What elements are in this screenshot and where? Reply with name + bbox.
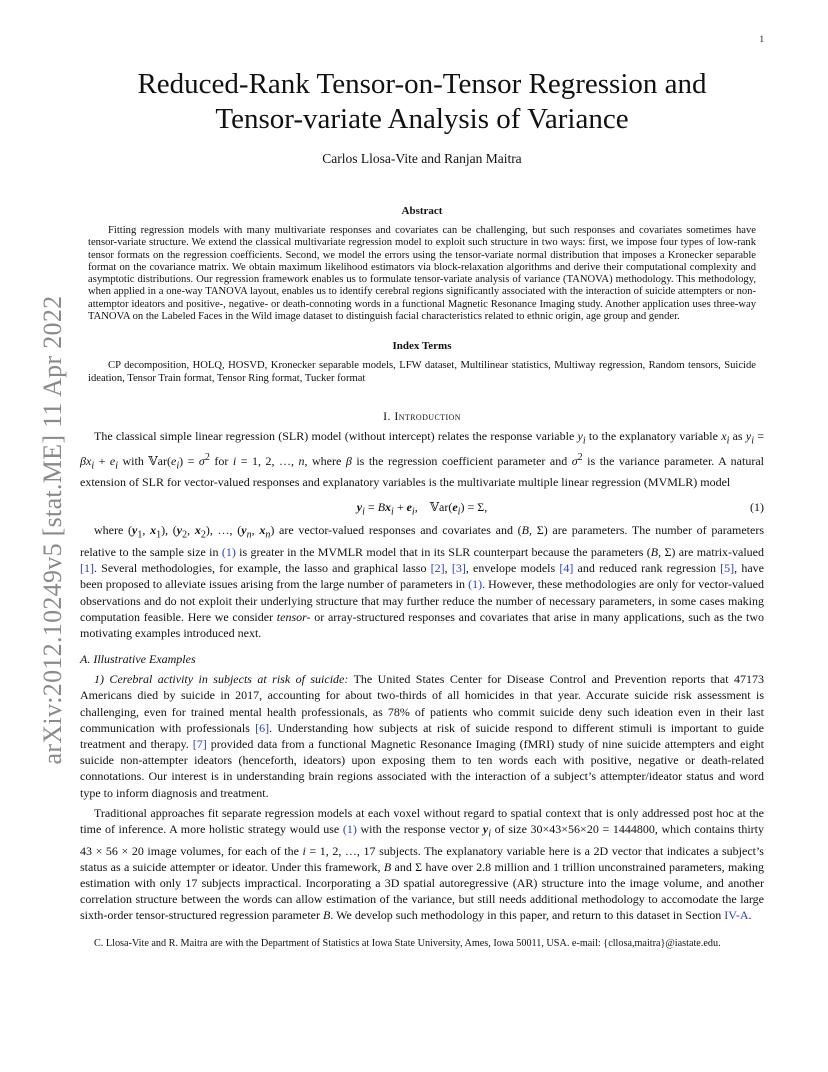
page-number: 1 [759,34,764,44]
section-reference[interactable]: IV-A [724,908,749,923]
paper-title [80,67,764,137]
paper-content [80,0,764,950]
intro-paragraph-2: where ($y_1$, $x_1$), ($y_2$, $x_2$), …, ($y_n$, $x_n$) are vector-valued responses and covariates and (B, Σ) are parameters. The number of parameters relative to the sample size in (1) is greater in the MVMLR model that in its SLR counterpart because the parameters (B, Σ) are matrix-valued [1]. Several methodologies, for example, the lasso and graphical lasso [2], [3], envelope models [4] and reduced rank regression [5], have been proposed to alleviate issues arising from the large number of parameters in (1). However, these methodologies are only for vector-valued observations and do not exploit their underlying structure that may further reduce the number of necessary parameters, in some cases making computation feasible. Here we consider tensor- or array-structured responses and covariates that arise in many applications, such as the two motivating examples introduced next. [80,523,765,640]
equation-reference[interactable]: (1) [342,822,357,836]
section-number: I. [383,408,391,423]
example-1-paragraph-2: Traditional approaches fit separate regression models at each voxel without regard to spatial context that is only addressed post hoc at the time of inference. A more holistic strategy would use (1) with the response vector $y_i$ of size 30×43×56×20 = 1444800, which contains thirty 43 × 56 × 20 image volumes, for each of the i = 1, 2, …, 17 subjects. The explanatory variable here is a 2D vector that indicates a subject’s status as a suicide attempter or ideator. Under this framework, B and Σ have over 2.8 million and 1 trillion unconstrained parameters, making estimation with only 17 subjects impractical. Incorporating a 3D spatial autoregressive (AR) structure into the image volume, and another correlation structure between the words can allow estimation of the variance, but still needs additional methodology to accomodate the large sixth-order tensor-structured regression parameter B. We develop such methodology in this paper, and return to this dataset in Section IV-A. [80,805,765,923]
citation-link[interactable]: [7] [192,736,207,751]
section-title: Introduction [394,408,461,423]
title-line-2: Tensor-variate Analysis of Variance [215,103,629,135]
subsection-heading: A. Illustrative Examples [80,652,196,667]
section-heading-introduction [80,409,764,424]
citation-link[interactable]: [5] [720,561,735,576]
author-footnote: C. Llosa-Vite and R. Maitra are with the Department of Statistics at Iowa State University, Ames, Iowa 50011, USA. e-mail: {cllosa,maitra}@iastate.edu. [94,937,721,949]
abstract-text: Fitting regression models with many multivariate responses and covariates can be challenging, but such responses and covariates sometimes have tensor-variate structure. We extend the classical multivariate regression model to exploit such structure in two ways: first, we impose four types of low-rank tensor formats on the regression coefficients. Second, we model the errors using the tensor-variate normal distribution that imposes a Kronecker separable format on the covariance matrix. We obtain maximum likelihood estimators via block-relaxation algorithms and derive their computational complexity and asymptotic distributions. Our regression framework enables us to formulate tensor-variate analysis of variance (TANOVA) methodology. This methodology, when applied in a one-way TANOVA layout, enables us to identify cerebral regions significantly associated with the interaction of suicide attempters or non-attemptor ideators and positive-, negative- or death-connoting words in a functional Magnetic Resonance Imaging study. Another application uses three-way TANOVA on the Labeled Faces in the Wild image dataset to distinguish facial characteristics related to ethnic origin, age group and gender. [88,225,756,323]
equation-number: (1) [750,500,764,515]
index-terms-text: CP decomposition, HOLQ, HOSVD, Kronecker separable models, LFW dataset, Multilinear statistics, Multiway regression, Random tensors, Suicide ideation, Tensor Train format, Tensor Ring format, Tucker format [88,360,756,385]
intro-paragraph-1: The classical simple linear regression (SLR) model (without intercept) relates the response variable $y_i$ to the explanatory variable $x_i$ as $y_i = \beta x_i + e_i$ with $𝕍ar(e_i) = \sigma^2$ for i = 1, 2, …, n, where β is the regression coefficient parameter and $\sigma^2$ is the variance parameter. A natural extension of SLR for vector-valued responses and explanatory variables is the multivariate multiple linear regression (MVMLR) model [80,428,764,490]
citation-link[interactable]: [3] [451,561,466,576]
index-terms-heading: Index Terms [392,340,452,353]
abstract-heading: Abstract [401,205,443,217]
example-1-lead: 1) Cerebral activity in subjects at risk of suicide: [94,672,349,687]
citation-link[interactable]: [1] [80,561,94,576]
citation-link[interactable]: [4] [559,561,574,576]
equation-reference[interactable]: (1) [468,577,483,592]
equation-reference[interactable]: (1) [221,544,236,559]
arxiv-identifier: arXiv:2012.10249v5 [stat.ME] 11 Apr 2022 [38,295,67,765]
citation-link[interactable]: [6] [255,720,270,735]
authors: Carlos Llosa-Vite and Ranjan Maitra [322,151,522,166]
title-line-1: Reduced-Rank Tensor-on-Tensor Regression and [137,68,707,100]
citation-link[interactable]: [2] [430,561,445,576]
example-1-paragraph: 1) Cerebral activity in subjects at risk of suicide: The United States Center for Disease Control and Prevention reports that 47173 Americans died by suicide in 2017, accounting for about two-thirds of all homicides in that year. Accurate suicide risk assessment is challenging, even for trained mental health professionals, as 78% of patients who commit suicide deny such ideation even in their last communication with professionals [6]. Understanding how subjects at risk of suicide respond to different stimuli is important to guide treatment and therapy. [7] provided data from a functional Magnetic Resonance Imaging (fMRI) study of nine suicide attempters and eight suicide non-attempter ideators (henceforth, ideators) upon exposing them to ten words each with positive, negative or death-related connotations. Our interest is in understanding brain regions associated with the interaction of a subject’s attempter/ideator status and word type to inform diagnosis and treatment. [80,672,764,800]
equation-1: $y_i = Bx_i + e_i$, $𝕍ar(e_i) = \Sigma$, (1) [356,500,764,518]
